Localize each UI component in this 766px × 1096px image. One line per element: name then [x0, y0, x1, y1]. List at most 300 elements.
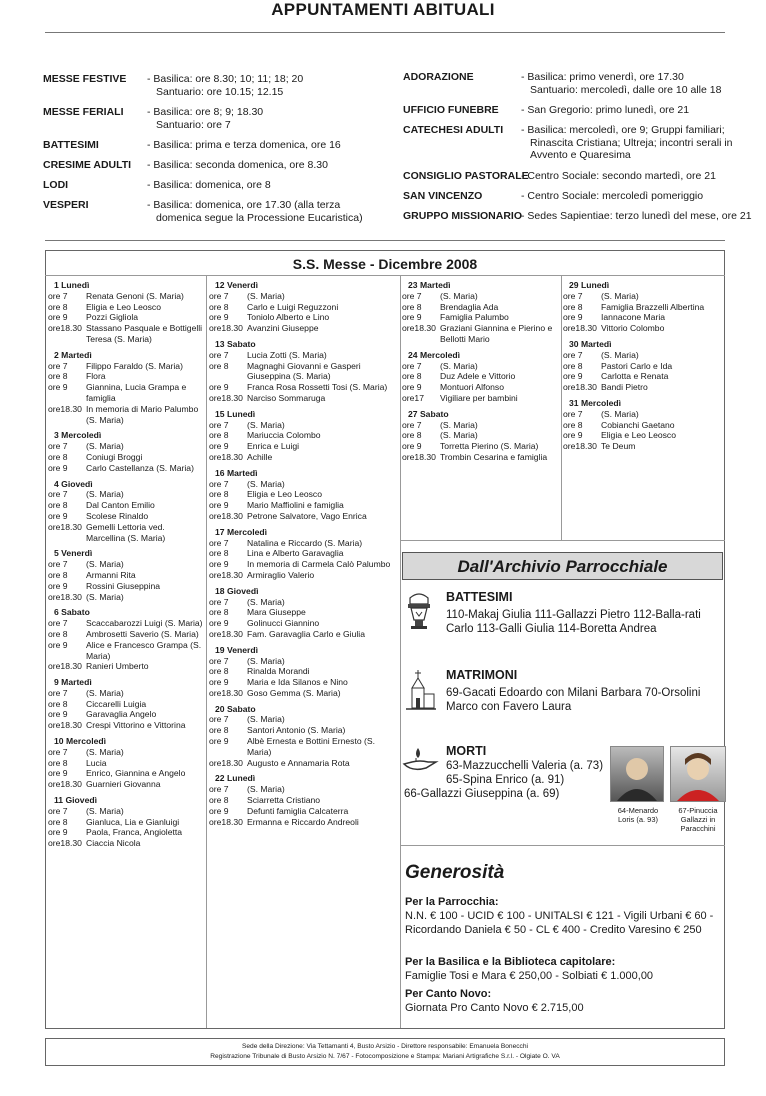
mass-time: ore 7	[48, 805, 68, 816]
mass-row	[209, 489, 399, 500]
masses-col-3	[402, 280, 560, 468]
mass-day	[209, 527, 399, 581]
mass-row	[209, 677, 399, 688]
mass-time: ore 8	[402, 430, 422, 441]
mass-intention: Famiglia Brazzelli Albertina	[601, 301, 705, 312]
mass-row	[402, 312, 560, 323]
mass-intention: Brendaglia Ada	[440, 301, 499, 312]
appointment-value: - Basilica: ore 8; 9; 18.30	[147, 106, 264, 118]
mass-time: ore 9	[402, 382, 422, 393]
mass-row	[563, 441, 723, 452]
mass-intention: Albè Ernesta e Bottini Ernesto (S. Maria)	[247, 736, 376, 757]
footer	[45, 1038, 725, 1066]
mass-row	[402, 452, 560, 463]
mass-intention: Stassano Pasquale e Bottigelli Teresa (S. Maria)	[86, 323, 203, 344]
mass-row	[209, 548, 399, 559]
mass-row	[209, 629, 399, 640]
mass-time: ore 9	[402, 312, 422, 323]
mass-row	[48, 463, 204, 474]
mass-day-heading: 15 Lunedì	[215, 408, 256, 419]
mass-time: ore 8	[48, 698, 68, 709]
mass-day-heading: 3 Mercoledì	[54, 430, 102, 441]
mass-day	[209, 586, 399, 640]
mass-intention: Lucia Zotti (S. Maria)	[247, 349, 327, 360]
mass-row	[48, 688, 204, 699]
mass-time: ore 7	[209, 596, 229, 607]
mass-time: ore 9	[209, 500, 229, 511]
mass-day-heading: 6 Sabato	[54, 607, 90, 618]
mass-intention: (S. Maria)	[440, 290, 478, 301]
mass-day	[563, 280, 723, 334]
mass-intention: Filippo Faraldo (S. Maria)	[86, 360, 183, 371]
church-icon	[404, 668, 438, 712]
mass-time: ore 7	[209, 784, 229, 795]
mass-time: ore 9	[48, 462, 68, 473]
mass-row	[209, 350, 399, 361]
mass-row	[563, 430, 723, 441]
mass-intention: (S. Maria)	[247, 714, 285, 725]
morti-line-1: 63-Mazzucchelli Valeria (a. 73)	[446, 760, 604, 772]
mass-row	[402, 441, 560, 452]
appointment-value: - Centro Sociale: secondo martedì, ore 21	[521, 170, 716, 182]
mass-day-heading: 17 Mercoledì	[215, 526, 268, 537]
mass-row	[209, 618, 399, 629]
mass-row	[209, 559, 399, 570]
mass-row	[48, 511, 204, 522]
mass-time: ore 7	[209, 349, 229, 360]
mass-row	[209, 784, 399, 795]
mass-intention: Toniolo Alberto e Lino	[247, 312, 330, 323]
mass-day-heading: 2 Martedì	[54, 349, 92, 360]
mass-time: ore18.30	[48, 403, 82, 414]
mass-day	[563, 398, 723, 452]
mass-time: ore 8	[48, 301, 68, 312]
mass-time: ore18.30	[209, 323, 243, 334]
appointment-value: - Basilica: mercoledì, ore 9; Gruppi familiari;	[521, 124, 725, 136]
mass-row	[48, 323, 204, 345]
appointment-value: - Basilica: domenica, ore 17.30 (alla terza	[147, 199, 341, 211]
mass-time: ore 9	[563, 312, 583, 323]
mass-intention: Avanzini Giuseppe	[247, 323, 319, 334]
mass-intention: Cobianchi Gaetano	[601, 419, 675, 430]
appointment-label: ADORAZIONE	[403, 71, 474, 83]
mass-intention: (S. Maria)	[440, 360, 478, 371]
mass-time: ore 7	[563, 290, 583, 301]
mass-intention: Renata Genoni (S. Maria)	[86, 290, 184, 301]
mass-time: ore18.30	[402, 451, 436, 462]
mass-time: ore 7	[209, 478, 229, 489]
mass-time: ore 9	[48, 580, 68, 591]
mass-intention: Armanni Rita	[86, 569, 136, 580]
mass-time: ore 7	[48, 441, 68, 452]
col-divider-2	[400, 276, 401, 1028]
mass-time: ore18.30	[563, 441, 597, 452]
mass-day-heading: 12 Venerdì	[215, 280, 258, 290]
mass-intention: Flora	[86, 371, 106, 382]
mass-time: ore 8	[48, 816, 68, 827]
mass-row	[209, 538, 399, 549]
mass-intention: Franca Rosa Rossetti Tosi (S. Maria)	[247, 382, 388, 393]
mass-time: ore 7	[209, 655, 229, 666]
mass-row	[209, 312, 399, 323]
mass-row	[209, 291, 399, 302]
mass-time: ore18.30	[563, 323, 597, 334]
morti-line-2: 65-Spina Enrico (a. 91)	[446, 774, 565, 786]
mass-intention: (S. Maria)	[247, 784, 285, 795]
mass-intention: Magnaghi Giovanni e Gasperi Giuseppina (S. Maria)	[247, 360, 361, 382]
mass-row	[402, 291, 560, 302]
mass-row	[209, 570, 399, 581]
mass-time: ore 8	[209, 301, 229, 312]
mass-intention: Mario Maffiolini e famiglia	[247, 500, 344, 511]
mass-time: ore18.30	[48, 591, 82, 602]
baptism-icon	[404, 590, 434, 632]
mass-row	[209, 430, 399, 441]
mass-row	[563, 371, 723, 382]
masses-col-4	[563, 280, 723, 457]
mass-day	[48, 677, 204, 731]
mass-intention: (S. Maria)	[601, 349, 639, 360]
mass-intention: (S. Maria)	[247, 596, 285, 607]
mass-intention: (S. Maria)	[247, 419, 285, 430]
mass-row	[209, 511, 399, 522]
mass-time: ore 9	[563, 430, 583, 441]
mass-time: ore18.30	[209, 757, 243, 768]
portrait-caption-2: 67-Pinuccia Gallazzi in Paracchini	[678, 806, 718, 833]
mass-time: ore 7	[209, 419, 229, 430]
mass-row	[48, 838, 204, 849]
masses-col-1	[48, 280, 204, 854]
mass-time: ore 7	[48, 618, 68, 629]
appointment-label: SAN VINCENZO	[403, 190, 483, 202]
morti-heading: MORTI	[446, 744, 487, 758]
mass-row	[563, 350, 723, 361]
appointment-label: MESSE FESTIVE	[43, 73, 127, 85]
masses-title-rule	[45, 275, 725, 276]
mass-time: ore18.30	[209, 510, 243, 521]
mass-intention: Ciaccia Nicola	[86, 838, 141, 849]
mass-time: ore18.30	[48, 323, 82, 334]
mass-day-heading: 10 Mercoledì	[54, 736, 107, 747]
generosita-rule	[400, 845, 725, 846]
mass-intention: Gemelli Lettoria ved. Marcellina (S. Maria)	[86, 521, 166, 543]
mass-time: ore 7	[209, 537, 229, 548]
footer-line-1: Sede della Direzione: Via Tettamanti 4, Busto Arsizio - Direttore responsabile: Emanuela Bonecchi	[241, 1043, 528, 1050]
page-title: APPUNTAMENTI ABITUALI	[271, 0, 495, 19]
mass-time: ore 9	[48, 382, 68, 393]
mass-day-heading: 27 Sabato	[408, 408, 449, 419]
mass-row	[48, 827, 204, 838]
mass-time: ore 7	[402, 360, 422, 371]
mass-intention: (S. Maria)	[601, 290, 639, 301]
mass-day-heading: 1 Lunedì	[54, 280, 90, 290]
appointment-value: - Basilica: ore 8.30; 10; 11; 18; 20	[147, 73, 304, 85]
mass-row	[209, 795, 399, 806]
mass-day-heading: 13 Sabato	[215, 338, 256, 349]
mass-intention: Carlo Castellanza (S. Maria)	[86, 462, 194, 473]
oil-lamp-icon	[402, 746, 440, 776]
mass-row	[48, 720, 204, 731]
mass-time: ore18.30	[209, 392, 243, 403]
mass-time: ore 9	[402, 441, 422, 452]
mass-row	[48, 661, 204, 672]
appointment-value: Santuario: ore 10.15; 12.15	[156, 85, 284, 98]
mass-row	[402, 361, 560, 372]
mass-row	[209, 666, 399, 677]
mass-day-heading: 5 Venerdì	[54, 548, 93, 559]
masses-title: S.S. Messe - Dicembre 2008	[292, 256, 478, 272]
portrait-photo-1	[610, 746, 664, 802]
mass-intention: Ciccarelli Luigia	[86, 698, 147, 709]
appointment-value: - Basilica: primo venerdì, ore 17.30	[521, 71, 684, 83]
mass-intention: Pozzi Gigliola	[86, 312, 139, 323]
mass-intention: Dal Canton Emilio	[86, 500, 155, 511]
col-divider-1	[206, 276, 207, 1028]
mass-intention: Santori Antonio (S. Maria)	[247, 725, 346, 736]
appointment-label: VESPERI	[43, 199, 89, 211]
mass-row	[48, 817, 204, 828]
portrait-photo-2	[670, 746, 726, 802]
mass-intention: Te Deum	[601, 441, 636, 452]
mass-day-heading: 19 Venerdì	[215, 644, 258, 655]
mass-time: ore 9	[209, 382, 229, 393]
mass-intention: Coniugi Broggi	[86, 451, 143, 462]
mass-day	[48, 548, 204, 602]
mass-time: ore 9	[48, 827, 68, 838]
mass-time: ore 9	[48, 510, 68, 521]
matrimoni-heading: MATRIMONI	[446, 668, 518, 682]
mass-row	[48, 640, 204, 662]
mass-time: ore 8	[48, 451, 68, 462]
mass-intention: Guarnieri Giovanna	[86, 779, 161, 790]
mass-row	[563, 361, 723, 372]
mass-time: ore 9	[209, 736, 229, 747]
mass-day-heading: 4 Giovedì	[54, 478, 93, 489]
mass-day	[48, 430, 204, 473]
mass-time: ore 9	[209, 559, 229, 570]
battesimi-heading: BATTESIMI	[446, 590, 513, 604]
mass-time: ore18.30	[209, 628, 243, 639]
mass-row	[402, 382, 560, 393]
mass-time: ore 8	[48, 500, 68, 511]
mass-intention: Mariuccia Colombo	[247, 430, 321, 441]
mass-time: ore 8	[209, 489, 229, 500]
mass-time: ore 9	[48, 312, 68, 323]
mass-day-heading: 30 Martedì	[569, 338, 612, 349]
mass-row	[48, 361, 204, 372]
mass-intention: Trombin Cesarina e famiglia	[440, 451, 548, 462]
mass-intention: (S. Maria)	[247, 290, 285, 301]
mass-row	[48, 768, 204, 779]
mass-intention: Rossini Giuseppina	[86, 580, 161, 591]
mass-intention: Maria e Ida Silanos e Nino	[247, 677, 348, 688]
mass-day	[48, 280, 204, 345]
mass-intention: (S. Maria)	[86, 489, 124, 500]
mass-time: ore18.30	[48, 521, 82, 532]
mass-row	[48, 302, 204, 313]
mass-row	[48, 758, 204, 769]
appointment-label: CATECHESI ADULTI	[403, 124, 504, 136]
mass-intention: Ambrosetti Saverio (S. Maria)	[86, 628, 199, 639]
mass-time: ore 7	[563, 408, 583, 419]
mass-time: ore 8	[209, 666, 229, 677]
mass-time: ore 7	[402, 419, 422, 430]
mass-row	[48, 522, 204, 544]
mass-time: ore 7	[48, 746, 68, 757]
mass-day	[209, 468, 399, 522]
mass-time: ore 8	[563, 419, 583, 430]
mass-intention: (S. Maria)	[440, 419, 478, 430]
mass-day	[209, 773, 399, 827]
mass-day	[48, 607, 204, 672]
mass-time: ore 9	[48, 709, 68, 720]
mass-time: ore 8	[402, 371, 422, 382]
mass-row	[48, 806, 204, 817]
mass-row	[48, 747, 204, 758]
mass-row	[48, 371, 204, 382]
mass-intention: Eligia e Leo Leosco	[86, 301, 162, 312]
mass-row	[48, 592, 204, 603]
mass-intention: (S. Maria)	[86, 805, 124, 816]
mass-intention: (S. Maria)	[247, 655, 285, 666]
archive-title: Dall'Archivio Parrocchiale	[402, 552, 723, 580]
mass-intention: Petrone Salvatore, Vago Enrica	[247, 510, 367, 521]
appointment-value: domenica segue la Processione Eucaristica)	[156, 211, 363, 224]
mass-time: ore18.30	[209, 816, 243, 827]
mass-row	[209, 688, 399, 699]
mass-row	[209, 361, 399, 383]
mass-day	[209, 280, 399, 334]
mass-intention: Montuori Alfonso	[440, 382, 505, 393]
mass-row	[209, 500, 399, 511]
mass-intention: (S. Maria)	[247, 478, 285, 489]
mass-row	[209, 806, 399, 817]
mass-time: ore18.30	[563, 382, 597, 393]
mass-row	[209, 302, 399, 313]
mass-time: ore 8	[48, 569, 68, 580]
mass-row	[402, 393, 560, 404]
mass-day	[48, 736, 204, 790]
mass-time: ore 9	[48, 768, 68, 779]
mass-intention: Enrica e Luigi	[247, 441, 300, 452]
mass-row	[48, 500, 204, 511]
mass-intention: Scolese Rinaldo	[86, 510, 149, 521]
mass-day	[209, 704, 399, 769]
appointment-label: MESSE FERIALI	[43, 106, 124, 118]
mass-time: ore 7	[48, 559, 68, 570]
appointment-label: BATTESIMI	[43, 139, 99, 151]
mass-row	[48, 291, 204, 302]
mass-time: ore 9	[209, 805, 229, 816]
generosita-heading-3: Per Canto Novo:	[405, 988, 492, 1000]
mass-time: ore 8	[48, 371, 68, 382]
mass-time: ore 8	[209, 430, 229, 441]
mass-row	[48, 452, 204, 463]
mass-day	[402, 280, 560, 345]
mass-time: ore 9	[563, 371, 583, 382]
mass-intention: Giannina, Lucia Grampa e famiglia	[86, 382, 187, 403]
mass-day-heading: 31 Mercoledì	[569, 397, 622, 408]
mass-row	[209, 817, 399, 828]
mass-intention: Sciarretta Cristiano	[247, 795, 321, 806]
generosita-title: Generosità	[405, 862, 505, 883]
mass-row	[209, 607, 399, 618]
morti-line-3: 66-Gallazzi Giuseppina (a. 69)	[404, 788, 560, 800]
mass-intention: Natalina e Riccardo (S. Maria)	[247, 537, 363, 548]
appointment-value: - Basilica: domenica, ore 8	[147, 179, 271, 191]
mass-row	[48, 382, 204, 404]
mass-intention: Bandi Pietro	[601, 382, 648, 393]
appointment-label: UFFICIO FUNEBRE	[403, 104, 499, 116]
mass-time: ore17	[402, 392, 424, 403]
mass-intention: (S. Maria)	[440, 430, 478, 441]
mass-intention: Armiraglio Valerio	[247, 569, 315, 580]
appointment-label: LODI	[43, 179, 69, 191]
mass-intention: Ermanna e Riccardo Andreoli	[247, 816, 359, 827]
mass-row	[48, 581, 204, 592]
mass-time: ore 9	[209, 312, 229, 323]
mass-intention: Paola, Franca, Angioletta	[86, 827, 183, 838]
mass-day	[209, 409, 399, 463]
mass-intention: Golinucci Giannino	[247, 618, 320, 629]
mass-row	[48, 779, 204, 790]
mass-time: ore18.30	[48, 779, 82, 790]
mass-row	[402, 323, 560, 345]
mass-time: ore18.30	[48, 720, 82, 731]
masses-col-2	[209, 280, 399, 832]
mass-row	[402, 371, 560, 382]
mass-row	[209, 393, 399, 404]
appointment-value: Santuario: mercoledì, dalle ore 10 alle 18	[530, 83, 722, 96]
matrimoni-text: 69-Gacati Edoardo con Milani Barbara 70-Orsolini Marco con Favero Laura	[446, 687, 701, 713]
mass-row	[209, 736, 399, 758]
mass-day-heading: 20 Sabato	[215, 703, 256, 714]
mass-time: ore 8	[209, 360, 229, 371]
col-divider-3	[561, 276, 562, 540]
mass-day-heading: 9 Martedì	[54, 677, 92, 688]
mass-intention: Iannacone Maria	[601, 312, 666, 323]
mass-row	[48, 312, 204, 323]
mass-row	[48, 559, 204, 570]
top-rule	[45, 32, 725, 33]
appointment-value: Avvento e Quaresima	[530, 149, 631, 161]
mass-row	[563, 323, 723, 334]
mass-time: ore 9	[209, 677, 229, 688]
mass-time: ore18.30	[48, 661, 82, 672]
mass-time: ore 8	[209, 548, 229, 559]
mass-time: ore 7	[209, 290, 229, 301]
footer-line-2: Registrazione Tribunale di Busto Arsizio N. 7/67 - Fotocomposizione e Stampa: Mariani Artigrafiche S.r.l. - Olgiate O. VA	[210, 1053, 560, 1060]
mass-time: ore 7	[402, 290, 422, 301]
appointment-label: GRUPPO MISSIONARIO	[403, 210, 523, 222]
mass-intention: Eligia e Leo Leosco	[601, 430, 677, 441]
generosita-text-2: Famiglie Tosi e Mara € 250,00 - Solbiati € 1.000,00	[405, 970, 654, 982]
mass-time: ore 8	[563, 360, 583, 371]
mass-row	[209, 323, 399, 334]
mass-intention: (S. Maria)	[86, 441, 124, 452]
mass-time: ore 9	[48, 639, 68, 650]
mass-intention: Carlotta e Renata	[601, 371, 669, 382]
mass-day-heading: 18 Giovedì	[215, 585, 259, 596]
mass-row	[209, 656, 399, 667]
mass-day-heading: 22 Lunedì	[215, 773, 256, 784]
mass-intention: In memoria di Mario Palumbo (S. Maria)	[86, 403, 199, 425]
mass-intention: Garavaglia Angelo	[86, 709, 157, 720]
mass-intention: (S. Maria)	[86, 591, 124, 602]
mass-day	[209, 645, 399, 699]
mass-time: ore18.30	[209, 687, 243, 698]
mass-row	[209, 382, 399, 393]
